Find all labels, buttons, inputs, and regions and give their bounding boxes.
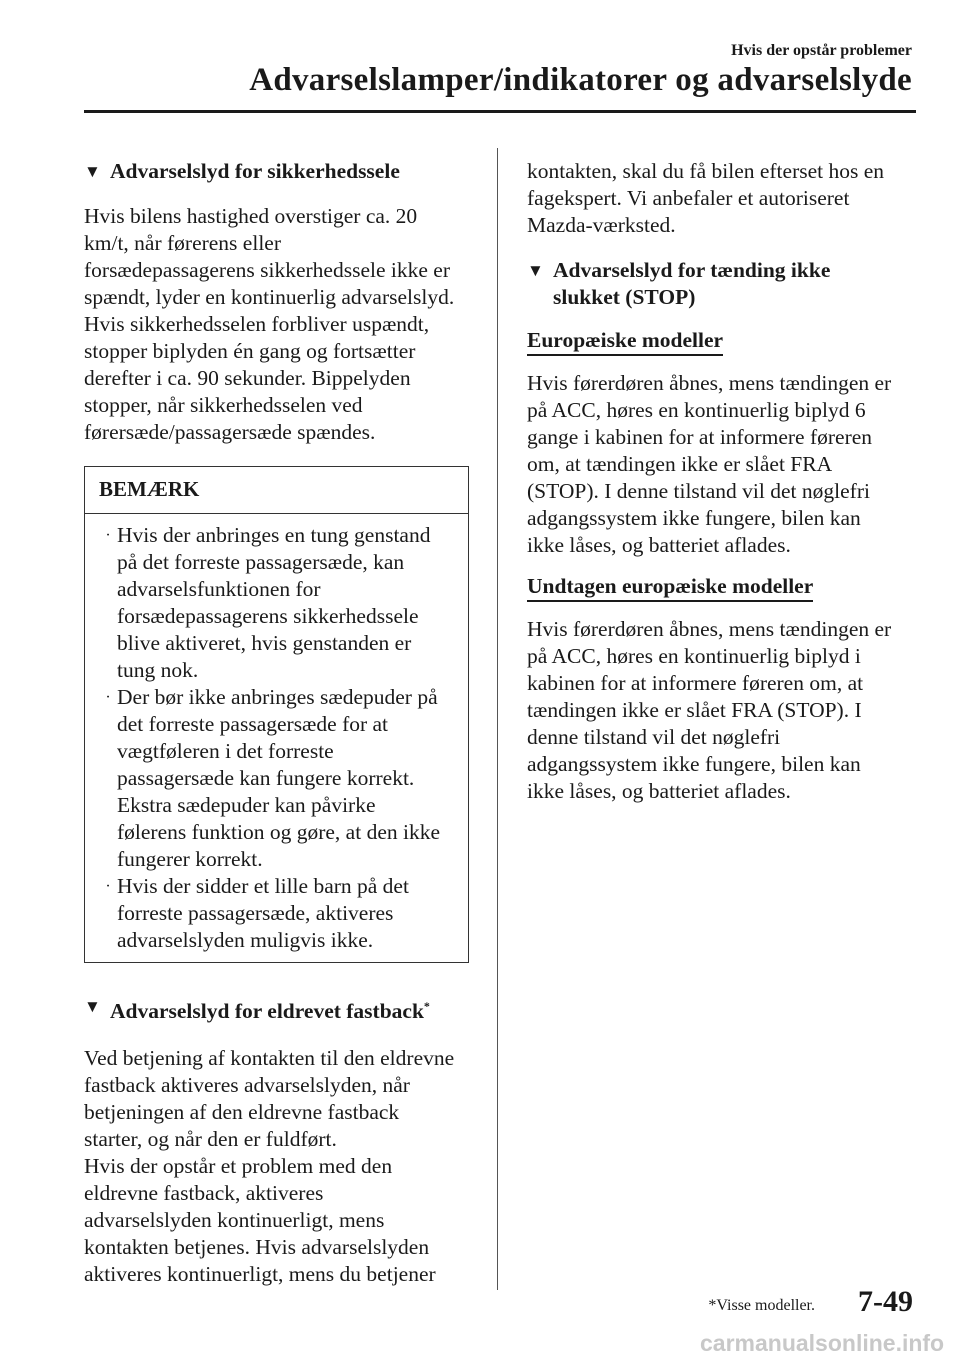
text-line: førersæde/passagersæde spændes. <box>84 420 376 444</box>
text-line: på ACC, høres en kontinuerlig biplyd 6 <box>527 398 866 422</box>
text-line: fagekspert. Vi anbefaler et autoriseret <box>527 186 850 210</box>
heading-fastback-text: Advarselslyd for eldrevet fastback* <box>110 999 430 1023</box>
heading-fastback <box>84 993 469 1025</box>
note-body <box>85 514 468 962</box>
bullet-dot-icon: · <box>105 878 111 895</box>
text-line: om, at tændingen ikke er slået FRA <box>527 452 833 476</box>
page-title: Advarselslamper/indikatorer og advarselslyde <box>249 62 912 98</box>
note-title: BEMÆRK <box>85 467 468 514</box>
paragraph-european <box>527 370 912 559</box>
section-label: Hvis der opstår problemer <box>731 42 912 59</box>
text-line: forsædepassagerens sikkerhedssele ikke er <box>84 258 450 282</box>
text-line: derefter i ca. 90 sekunder. Bippelyden <box>84 366 411 390</box>
note-box <box>84 466 469 963</box>
text-line: tændingen ikke er slået FRA (STOP). I <box>527 698 862 722</box>
paragraph-seatbelt <box>84 203 469 446</box>
footnote-mark: * <box>423 999 430 1013</box>
text-line: km/t, når førerens eller <box>84 231 281 255</box>
heading-seatbelt <box>84 158 469 185</box>
text-line: på ACC, høres en kontinuerlig biplyd i <box>527 644 861 668</box>
triangle-down-icon: ▼ <box>84 997 101 1016</box>
note-bullet <box>99 684 456 873</box>
text-line: adgangssystem ikke fungere, bilen kan <box>527 752 861 776</box>
text-line: kontakten, skal du få bilen efterset hos en <box>527 159 885 183</box>
heading-ignition-text: Advarselslyd for tænding ikke slukket (STOP) <box>553 258 831 309</box>
bullet-text: Hvis der anbringes en tung genstand på det forreste passagersæde, kan advarselsfunktionen for forsædepassagerens sikkerhedssele blive aktiveret, hvis genstanden er tung nok. <box>117 523 431 682</box>
column-divider <box>497 148 498 1290</box>
text-line: eldrevne fastback, aktiveres <box>84 1181 324 1205</box>
text-line: kontakten betjenes. Hvis advarselslyden <box>84 1235 430 1259</box>
bullet-text: Der bør ikke anbringes sædepuder på det forreste passagersæde for at vægtføleren i det forreste passagersæde kan fungere korrekt. Ekstra sædepuder kan påvirke følerens funktion og gøre, at den ikke fungerer korrekt. <box>117 685 441 871</box>
right-column <box>527 158 912 805</box>
text-line: ikke låses, og batteriet aflades. <box>527 779 791 803</box>
text-line: Hvis bilens hastighed overstiger ca. 20 <box>84 204 418 228</box>
text-line: gange i kabinen for at informere føreren <box>527 425 873 449</box>
note-bullet <box>99 522 456 684</box>
text-line: betjeningen af den eldrevne fastback <box>84 1100 400 1124</box>
watermark: carmanualsonline.info <box>700 1330 945 1356</box>
text-line: ikke låses, og batteriet aflades. <box>527 533 791 557</box>
text-line: Hvis sikkerhedsselen forbliver uspændt, <box>84 312 430 336</box>
bullet-dot-icon: · <box>105 689 111 706</box>
text-line: spændt, lyder en kontinuerlig advarselslyd. <box>84 285 455 309</box>
bullet-text: Hvis der sidder et lille barn på det forreste passagersæde, aktiveres advarselslyden muligvis ikke. <box>117 874 409 952</box>
title-rule <box>84 110 916 113</box>
subheading-european: Europæiske modeller <box>527 328 723 356</box>
left-column <box>84 158 469 1288</box>
footnote: *Visse modeller. <box>708 1297 815 1314</box>
heading-seatbelt-text: Advarselslyd for sikkerhedssele <box>110 159 400 183</box>
text-line: fastback aktiveres advarselslyden, når <box>84 1073 410 1097</box>
text-line: Mazda-værksted. <box>527 213 676 237</box>
text-line: adgangssystem ikke fungere, bilen kan <box>527 506 861 530</box>
subheading-non-european: Undtagen europæiske modeller <box>527 574 813 602</box>
heading-ignition <box>527 257 912 311</box>
text-line: stopper biplyden én gang og fortsætter <box>84 339 416 363</box>
paragraph-continued <box>527 158 912 239</box>
page-number: 7-49 <box>858 1285 913 1318</box>
text-line: advarselslyden kontinuerligt, mens <box>84 1208 385 1232</box>
paragraph-non-european <box>527 616 912 805</box>
text-line: (STOP). I denne tilstand vil det nøglefri <box>527 479 870 503</box>
text-line: Hvis førerdøren åbnes, mens tændingen er <box>527 617 892 641</box>
text-line: Ved betjening af kontakten til den eldrevne <box>84 1046 455 1070</box>
text-line: starter, og når den er fuldført. <box>84 1127 337 1151</box>
text-line: stopper, når sikkerhedsselen ved <box>84 393 363 417</box>
text-line: denne tilstand vil det nøglefri <box>527 725 781 749</box>
paragraph-fastback <box>84 1045 469 1288</box>
text-line: Hvis førerdøren åbnes, mens tændingen er <box>527 371 892 395</box>
text-line: Hvis der opstår et problem med den <box>84 1154 393 1178</box>
triangle-down-icon: ▼ <box>84 162 101 181</box>
note-bullet <box>99 873 456 954</box>
triangle-down-icon: ▼ <box>527 261 544 280</box>
text-line: aktiveres kontinuerligt, mens du betjener <box>84 1262 436 1286</box>
text-line: kabinen for at informere føreren om, at <box>527 671 864 695</box>
bullet-dot-icon: · <box>105 527 111 544</box>
